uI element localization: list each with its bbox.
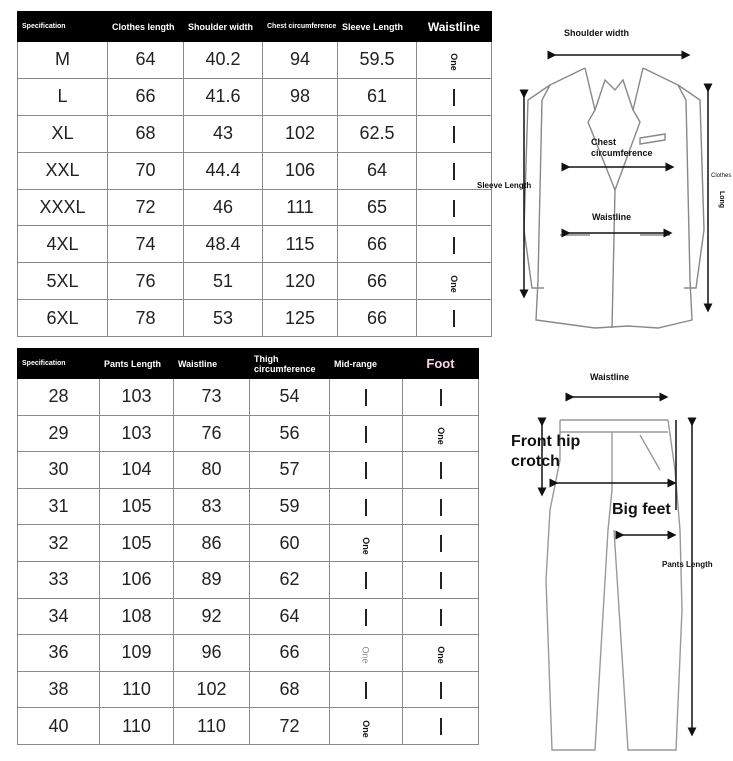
pants-table-cell: 40 [18, 708, 100, 745]
pants-table-cell: 57 [250, 452, 330, 489]
vertical-bar-mark [365, 609, 367, 626]
rotated-one-text: One [360, 536, 371, 555]
pants-table-cell: 76 [174, 415, 250, 452]
vertical-bar-mark [365, 426, 367, 443]
vertical-bar-mark [365, 682, 367, 699]
clothes-tag-label: Clothes [711, 173, 732, 179]
vertical-bar-mark [440, 535, 442, 552]
suit-table-cell: 46 [184, 189, 263, 226]
pants-table-cell: 60 [250, 525, 330, 562]
suit-table-cell: 72 [108, 189, 184, 226]
suit-table-cell: 48.4 [184, 226, 263, 263]
pants-table-cell: 32 [18, 525, 100, 562]
pants-table-cell: 89 [174, 561, 250, 598]
suit-table-cell: 106 [263, 152, 338, 189]
suit-header-cell: Clothes length [108, 12, 184, 42]
pants-table-cell [330, 561, 403, 598]
suit-table-cell: 74 [108, 226, 184, 263]
suit-table-cell: 65 [338, 189, 417, 226]
suit-table-cell: 51 [184, 263, 263, 300]
pants-table-cell: 106 [100, 561, 174, 598]
suit-table-row [18, 115, 492, 152]
rotated-one-text: One [448, 53, 459, 72]
suit-table-cell: L [18, 78, 108, 115]
vertical-bar-mark [453, 126, 455, 143]
suit-table-cell: M [18, 42, 108, 79]
pants-table-cell: 54 [250, 379, 330, 416]
pants-table-row [18, 561, 479, 598]
pants-table-cell [403, 415, 479, 452]
long-label: Long [718, 190, 726, 209]
suit-table-cell: 78 [108, 300, 184, 337]
pants-table-cell: 86 [174, 525, 250, 562]
suit-table-cell: 64 [338, 152, 417, 189]
vertical-bar-mark [365, 389, 367, 406]
suit-table-cell: 6XL [18, 300, 108, 337]
pants-header-cell: Specification [18, 349, 100, 379]
shoulder-width-label: Shoulder width [564, 28, 629, 38]
pants-table-row [18, 379, 479, 416]
pants-table-cell: 110 [100, 671, 174, 708]
sleeve-length-label: Sleeve Length [477, 181, 532, 190]
suit-size-table [17, 11, 492, 337]
pants-table-cell: 28 [18, 379, 100, 416]
pants-table-row [18, 415, 479, 452]
suit-table-cell: 66 [338, 263, 417, 300]
pants-table-cell: 56 [250, 415, 330, 452]
suit-table-cell: 98 [263, 78, 338, 115]
big-feet-label: Big feet [612, 501, 671, 518]
suit-table-cell: 66 [338, 226, 417, 263]
pants-table-cell [330, 379, 403, 416]
pants-table-cell [330, 671, 403, 708]
vertical-bar-mark [365, 462, 367, 479]
suit-table-cell: XL [18, 115, 108, 152]
pants-table-row [18, 635, 479, 672]
pants-table-cell [330, 488, 403, 525]
vertical-bar-mark [440, 499, 442, 516]
suit-table-cell: 111 [263, 189, 338, 226]
pants-table-cell: 38 [18, 671, 100, 708]
suit-table-cell: 62.5 [338, 115, 417, 152]
pants-table-row [18, 708, 479, 745]
pants-table-cell [330, 598, 403, 635]
pants-table-cell: 36 [18, 635, 100, 672]
pants-table-cell: 68 [250, 671, 330, 708]
suit-header-row [18, 12, 492, 42]
suit-header-cell: Waistline [417, 12, 492, 42]
pants-table-cell: 104 [100, 452, 174, 489]
pants-header-cell: Pants Length [100, 349, 174, 379]
vertical-bar-mark [453, 310, 455, 327]
pants-table-cell: 59 [250, 488, 330, 525]
suit-table-cell: 76 [108, 263, 184, 300]
pants-table-cell [330, 708, 403, 745]
pants-table-cell: 92 [174, 598, 250, 635]
pants-table-cell [403, 488, 479, 525]
suit-table-body [18, 42, 492, 337]
pants-header-cell: Foot [403, 349, 479, 379]
suit-header-cell: Chest circumference [263, 12, 338, 42]
pants-table-cell: 62 [250, 561, 330, 598]
vertical-bar-mark [440, 389, 442, 406]
pants-table-cell [330, 525, 403, 562]
pants-table-cell: 72 [250, 708, 330, 745]
pants-table-cell: 33 [18, 561, 100, 598]
pants-table-cell: 64 [250, 598, 330, 635]
rotated-one-text: One [360, 719, 371, 738]
pants-table-cell [403, 525, 479, 562]
pants-table-cell: 110 [100, 708, 174, 745]
suit-table-cell: XXXL [18, 189, 108, 226]
suit-table-cell: 40.2 [184, 42, 263, 79]
vertical-bar-mark [453, 163, 455, 180]
rotated-one-text: One [435, 646, 446, 665]
suit-table-cell: 5XL [18, 263, 108, 300]
vertical-bar-mark [365, 572, 367, 589]
pants-table-cell: 103 [100, 415, 174, 452]
suit-table-cell: 70 [108, 152, 184, 189]
vertical-bar-mark [453, 200, 455, 217]
suit-table-cell: 66 [108, 78, 184, 115]
vertical-bar-mark [440, 572, 442, 589]
pants-size-table [17, 348, 479, 745]
crotch-label: crotch [511, 453, 560, 470]
pants-table-cell [403, 452, 479, 489]
suit-table-cell: 125 [263, 300, 338, 337]
suit-table-cell: 44.4 [184, 152, 263, 189]
suit-table-cell: 68 [108, 115, 184, 152]
pants-table-cell [330, 415, 403, 452]
pants-table-cell: 29 [18, 415, 100, 452]
pants-table-cell: 34 [18, 598, 100, 635]
vertical-bar-mark [440, 682, 442, 699]
pants-table-cell: 102 [174, 671, 250, 708]
pants-table-cell: 110 [174, 708, 250, 745]
vertical-bar-mark [453, 237, 455, 254]
pants-length-label: Pants Length [662, 560, 713, 569]
suit-table-cell: 120 [263, 263, 338, 300]
vertical-bar-mark [440, 462, 442, 479]
pants-table-cell: 80 [174, 452, 250, 489]
suit-header-cell: Specification [18, 12, 108, 42]
pants-header-cell: Thigh circumference [250, 349, 330, 379]
vertical-bar-mark [365, 499, 367, 516]
suit-header-cell: Sleeve Length [338, 12, 417, 42]
pants-table-cell: 83 [174, 488, 250, 525]
front-hip-label: Front hip [511, 433, 581, 450]
pants-table-cell: 108 [100, 598, 174, 635]
pants-header-cell: Waistline [174, 349, 250, 379]
suit-table-row [18, 226, 492, 263]
vertical-bar-mark [440, 718, 442, 735]
suit-table-row [18, 152, 492, 189]
pants-table-cell [330, 452, 403, 489]
pants-table-cell [403, 635, 479, 672]
rotated-one-text: One [448, 275, 459, 293]
pants-table-cell: 105 [100, 525, 174, 562]
suit-table-cell: 41.6 [184, 78, 263, 115]
pants-table-cell: 105 [100, 488, 174, 525]
suit-table-row [18, 300, 492, 337]
suit-table-cell: 66 [338, 300, 417, 337]
suit-table-cell: 94 [263, 42, 338, 79]
suit-table-cell: 59.5 [338, 42, 417, 79]
pants-table-row [18, 488, 479, 525]
suit-table-cell: 64 [108, 42, 184, 79]
suit-header-cell: Shoulder width [184, 12, 263, 42]
pants-table-cell: 96 [174, 635, 250, 672]
pants-table-cell: 66 [250, 635, 330, 672]
suit-table-cell: XXL [18, 152, 108, 189]
chest-circumference-label: Chest circumference [591, 137, 653, 158]
pants-table-cell [403, 379, 479, 416]
rotated-one-text: One [435, 427, 446, 445]
vertical-bar-mark [440, 609, 442, 626]
pants-table-cell: 73 [174, 379, 250, 416]
pants-header-cell: Mid-range [330, 349, 403, 379]
pants-table-cell: 103 [100, 379, 174, 416]
suit-table-cell: 61 [338, 78, 417, 115]
suit-table-row [18, 263, 492, 300]
suit-table-cell: 53 [184, 300, 263, 337]
rotated-one-text: One [360, 646, 371, 664]
pants-table-cell [403, 561, 479, 598]
suit-table-row [18, 42, 492, 79]
vertical-bar-mark [453, 89, 455, 106]
pants-table-cell [330, 635, 403, 672]
pants-table-body [18, 379, 479, 745]
pants-table-cell [403, 598, 479, 635]
pants-table-cell: 109 [100, 635, 174, 672]
pants-table-row [18, 452, 479, 489]
suit-table-cell: 43 [184, 115, 263, 152]
pants-table-row [18, 598, 479, 635]
pants-table-row [18, 671, 479, 708]
pants-table-cell [403, 671, 479, 708]
jacket-waistline-label: Waistline [592, 212, 632, 222]
pants-table-cell: 30 [18, 452, 100, 489]
suit-table-row [18, 189, 492, 226]
suit-table-row [18, 78, 492, 115]
pants-table-cell [403, 708, 479, 745]
suit-table-cell: 102 [263, 115, 338, 152]
pants-header-row [18, 349, 479, 379]
suit-table-cell: 115 [263, 226, 338, 263]
pants-table-cell: 31 [18, 488, 100, 525]
pants-table-row [18, 525, 479, 562]
suit-table-cell: 4XL [18, 226, 108, 263]
pants-waistline-label: Waistline [590, 372, 630, 382]
